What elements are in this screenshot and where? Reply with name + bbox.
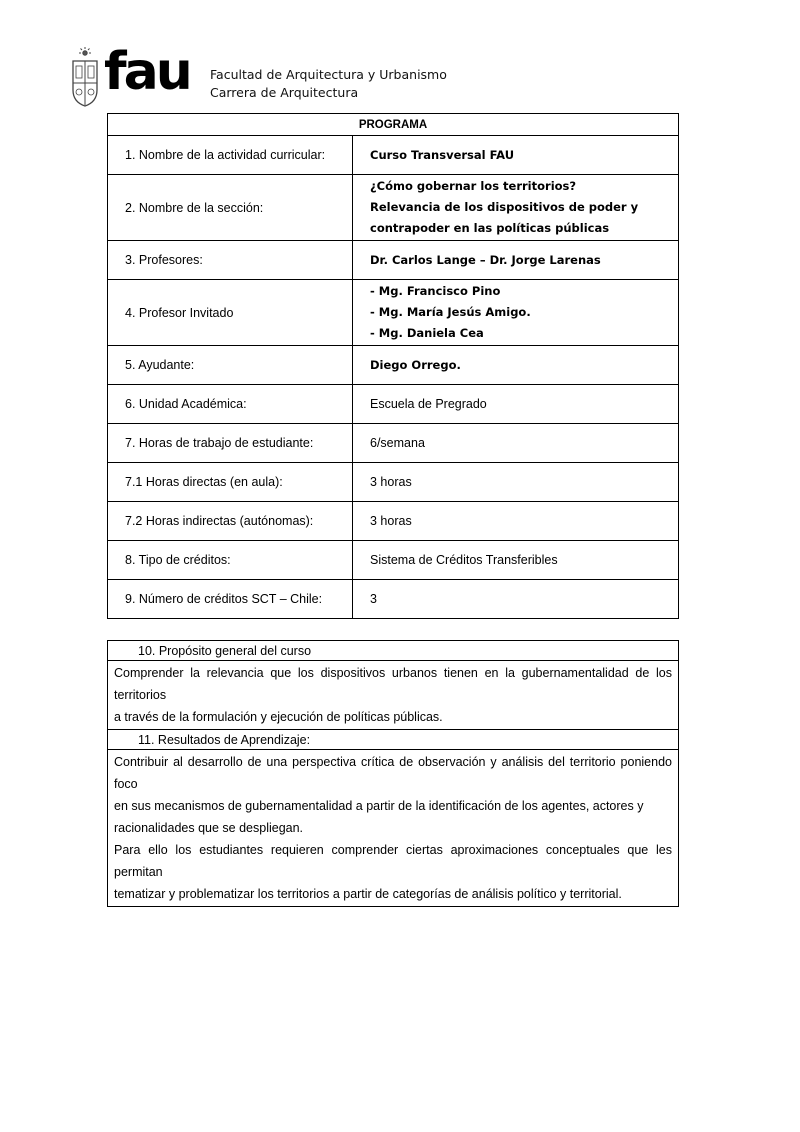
value-line: - Mg. María Jesús Amigo. [370, 305, 531, 319]
table-row [108, 463, 679, 502]
proposito-body [108, 661, 679, 730]
row-value [353, 346, 679, 385]
row-value: Sistema de Créditos Transferibles [353, 541, 679, 580]
row-label: 2. Nombre de la sección: [108, 175, 353, 241]
table-row [108, 541, 679, 580]
programa-table [107, 113, 679, 619]
resultados-table [107, 729, 679, 907]
value-line: contrapoder en las políticas públicas [370, 221, 610, 235]
text-line: Contribuir al desarrollo de una perspectiva crítica de observación y análisis del territorio poniendo foco [114, 755, 672, 791]
programa-title: PROGRAMA [108, 114, 679, 136]
value-line: Dr. Carlos Lange – Dr. Jorge Larenas [370, 252, 601, 267]
row-label: 4. Profesor Invitado [108, 280, 353, 346]
table-row [108, 136, 679, 175]
resultados-body [108, 750, 679, 907]
faculty-name: Facultad de Arquitectura y Urbanismo [210, 67, 447, 82]
proposito-table [107, 640, 679, 730]
table-row [108, 580, 679, 619]
text-line: Comprender la relevancia que los dispositivos urbanos tienen en la gubernamentalidad de los territorios [114, 666, 672, 702]
row-label: 1. Nombre de la actividad curricular: [108, 136, 353, 175]
university-seal-icon [68, 46, 102, 108]
row-label: 8. Tipo de créditos: [108, 541, 353, 580]
row-label: 7.1 Horas directas (en aula): [108, 463, 353, 502]
institution-block [210, 66, 447, 102]
row-value: 3 horas [353, 502, 679, 541]
row-value: Escuela de Pregrado [353, 385, 679, 424]
value-line: - Mg. Francisco Pino [370, 284, 501, 298]
table-row [108, 346, 679, 385]
row-label: 5. Ayudante: [108, 346, 353, 385]
row-value [353, 136, 679, 175]
proposito-title: 10. Propósito general del curso [108, 641, 679, 661]
row-value [353, 241, 679, 280]
row-label: 9. Número de créditos SCT – Chile: [108, 580, 353, 619]
table-row [108, 241, 679, 280]
table-row [108, 175, 679, 241]
row-value: 3 horas [353, 463, 679, 502]
fau-logo: fau [104, 42, 190, 102]
row-value [353, 175, 679, 241]
value-line: Diego Orrego. [370, 357, 461, 372]
text-line: racionalidades que se despliegan. [114, 821, 304, 835]
row-value: 3 [353, 580, 679, 619]
value-line: Curso Transversal FAU [370, 147, 515, 162]
page-header [68, 42, 488, 110]
resultados-title: 11. Resultados de Aprendizaje: [108, 730, 679, 750]
row-label: 6. Unidad Académica: [108, 385, 353, 424]
text-line: tematizar y problematizar los territorios a partir de categorías de análisis político y territorial. [114, 887, 622, 901]
table-row [108, 502, 679, 541]
value-line: ¿Cómo gobernar los territorios? [370, 179, 577, 193]
value-line: - Mg. Daniela Cea [370, 326, 484, 340]
row-value: 6/semana [353, 424, 679, 463]
row-label: 3. Profesores: [108, 241, 353, 280]
text-line: a través de la formulación y ejecución de políticas públicas. [114, 710, 443, 724]
text-line: en sus mecanismos de gubernamentalidad a partir de la identificación de los agentes, actores y [114, 799, 644, 813]
table-row [108, 424, 679, 463]
row-label: 7.2 Horas indirectas (autónomas): [108, 502, 353, 541]
text-line: Para ello los estudiantes requieren comprender ciertas aproximaciones conceptuales que les permitan [114, 843, 672, 879]
program-name: Carrera de Arquitectura [210, 85, 359, 100]
table-row [108, 385, 679, 424]
table-row [108, 280, 679, 346]
row-value [353, 280, 679, 346]
value-line: Relevancia de los dispositivos de poder y [370, 200, 639, 214]
row-label: 7. Horas de trabajo de estudiante: [108, 424, 353, 463]
